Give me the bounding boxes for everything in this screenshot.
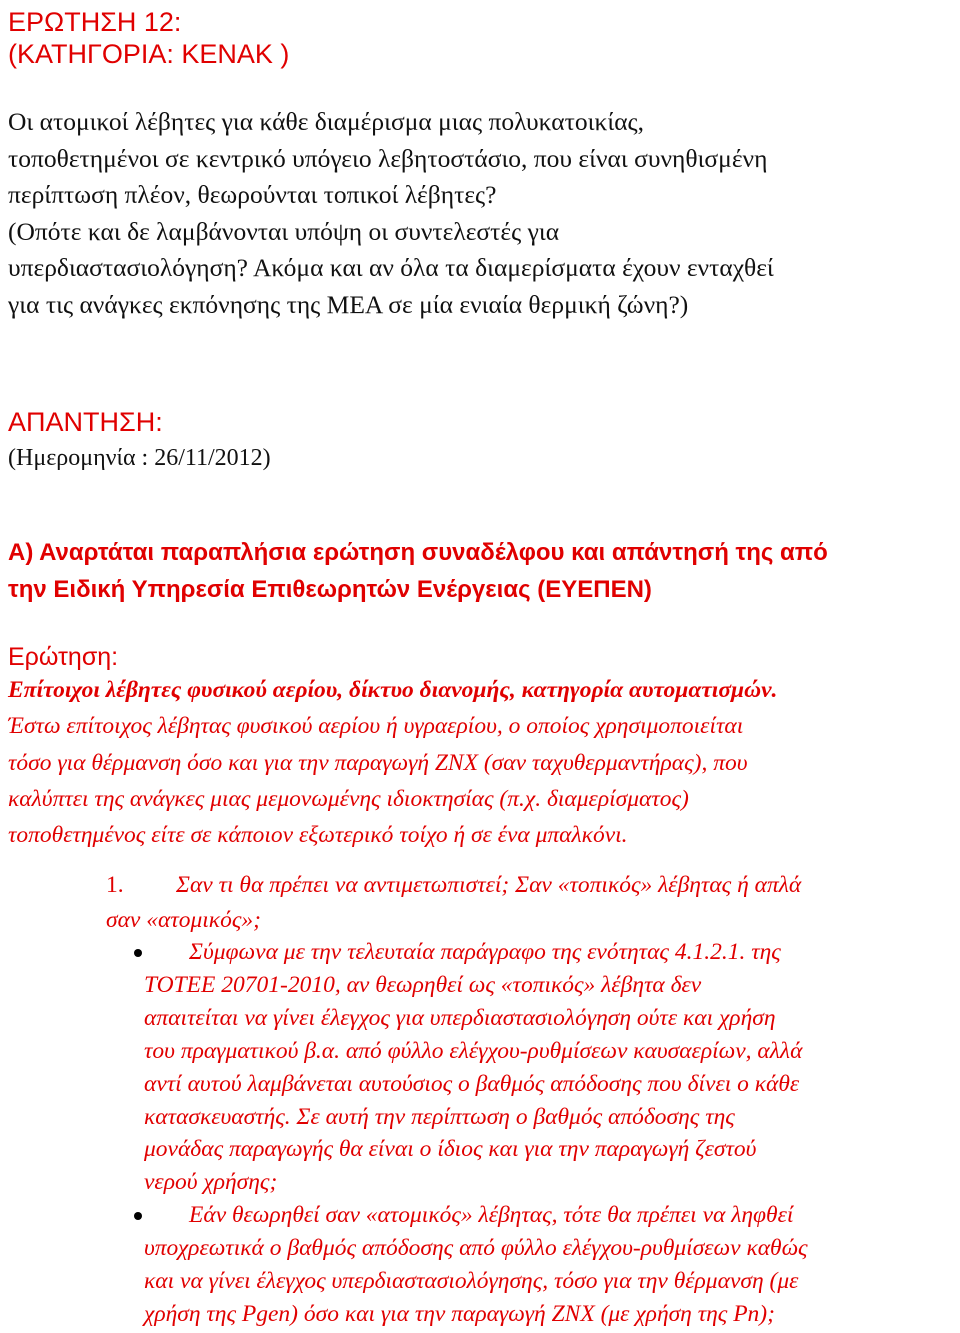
bullet-line: απαιτείται να γίνει έλεγχος για υπερδιαστασιολόγηση ούτε και χρήση: [144, 1004, 776, 1031]
erotisi-line: τοποθετημένος είτε σε κάποιον εξωτερικό τοίχο ή σε ένα μπαλκόνι.: [8, 822, 628, 849]
erotisi-line: καλύπτει της ανάγκες μιας μεμονωμένης ιδιοκτησίας (π.χ. διαμερίσματος): [8, 785, 689, 812]
erotisi-line: τόσο για θέρμανση όσο και για την παραγωγή ΖΝΧ (σαν ταχυθερμαντήρας), που: [8, 749, 748, 776]
bullet-line: κατασκευαστής. Σε αυτή την περίπτωση ο βαθμός απόδοσης της: [144, 1103, 735, 1130]
item-number: 1.: [106, 872, 124, 898]
bullet-line: νερού χρήσης;: [144, 1169, 278, 1196]
bullet-line: αντί αυτού λαμβάνεται αυτούσιος ο βαθμός απόδοσης που δίνει ο κάθε: [144, 1070, 800, 1097]
bullet-line: μονάδας παραγωγής θα είναι ο ίδιος και για την παραγωγή ζεστού: [144, 1136, 757, 1163]
numbered-item: [106, 868, 801, 938]
numbered-item-line: Σαν τι θα πρέπει να αντιμετωπιστεί; Σαν «τοπικός» λέβητας ή απλά: [176, 872, 802, 898]
answer-date: (Ημερομηνία : 26/11/2012): [8, 445, 271, 471]
erotisi-line: Έστω επίτοιχος λέβητας φυσικού αερίου ή υγραερίου, ο οποίος χρησιμοποιείται: [8, 713, 744, 740]
bullet-line: ΤΟΤΕΕ 20701-2010, αν θεωρηθεί ως «τοπικός» λέβητα δεν: [144, 971, 702, 998]
bullet-icon: [134, 1212, 142, 1220]
list-item: [144, 1199, 808, 1331]
question-number-heading: ΕΡΩΤΗΣΗ 12:: [8, 7, 182, 37]
erotisi-label: Ερώτηση:: [8, 643, 119, 671]
answer-header: [8, 404, 271, 476]
answer-label: ΑΠΑΝΤΗΣΗ:: [8, 407, 163, 437]
list-item: [144, 936, 808, 1199]
document-title: [8, 6, 289, 70]
numbered-item-line: σαν «ατομικός»;: [106, 907, 261, 933]
question-category-heading: (ΚΑΤΗΓΟΡΙΑ: ΚΕΝΑΚ ): [8, 39, 290, 69]
question-line: περίπτωση πλέον, θεωρούνται τοπικοί λέβητες?: [8, 180, 497, 210]
bullet-list: [144, 936, 808, 1331]
bullet-line: χρήση της Pgen) όσο και για την παραγωγή ΖΝΧ (με χρήση της Pn);: [144, 1300, 775, 1327]
section-a-heading: [8, 534, 828, 608]
question-line: (Οπότε και δε λαμβάνονται υπόψη οι συντελεστές για: [8, 216, 560, 246]
question-line: τοποθετημένοι σε κεντρικό υπόγειο λεβητοστάσιο, που είναι συνηθισμένη: [8, 143, 768, 173]
bullet-line: Σύμφωνα με την τελευταία παράγραφο της ενότητας 4.1.2.1. της: [189, 939, 781, 965]
erotisi-heading: Επίτοιχοι λέβητες φυσικού αερίου, δίκτυο διανομής, κατηγορία αυτοματισμών.: [8, 677, 778, 703]
bullet-line: Εάν θεωρηθεί σαν «ατομικός» λέβητας, τότε θα πρέπει να ληφθεί: [189, 1202, 794, 1229]
erotisi-body: [8, 672, 777, 853]
question-paragraph: [8, 104, 953, 324]
bullet-line: υποχρεωτικά ο βαθμός απόδοσης από φύλλο ελέγχου-ρυθμίσεων καθώς: [144, 1235, 808, 1262]
question-line: Οι ατομικοί λέβητες για κάθε διαμέρισμα μιας πολυκατοικίας,: [8, 107, 645, 136]
question-line: για τις ανάγκες εκπόνησης της ΜΕΑ σε μία ενιαία θερμική ζώνη?): [8, 289, 689, 319]
bullet-icon: [134, 949, 142, 957]
question-line: υπερδιαστασιολόγηση? Ακόμα και αν όλα τα διαμερίσματα έχουν ενταχθεί: [8, 253, 774, 283]
section-a-line: την Ειδική Υπηρεσία Επιθεωρητών Ενέργειας (ΕΥΕΠΕΝ): [8, 576, 652, 603]
bullet-line: και να γίνει έλεγχος υπερδιαστασιολόγησης, τόσο για την θέρμανση (με: [144, 1268, 799, 1295]
section-a-line: Α) Αναρτάται παραπλήσια ερώτηση συναδέλφου και απάντησή της από: [8, 539, 828, 566]
bullet-line: του πραγματικού β.α. από φύλλο ελέγχου-ρυθμίσεων καυσαερίων, αλλά: [144, 1037, 803, 1064]
